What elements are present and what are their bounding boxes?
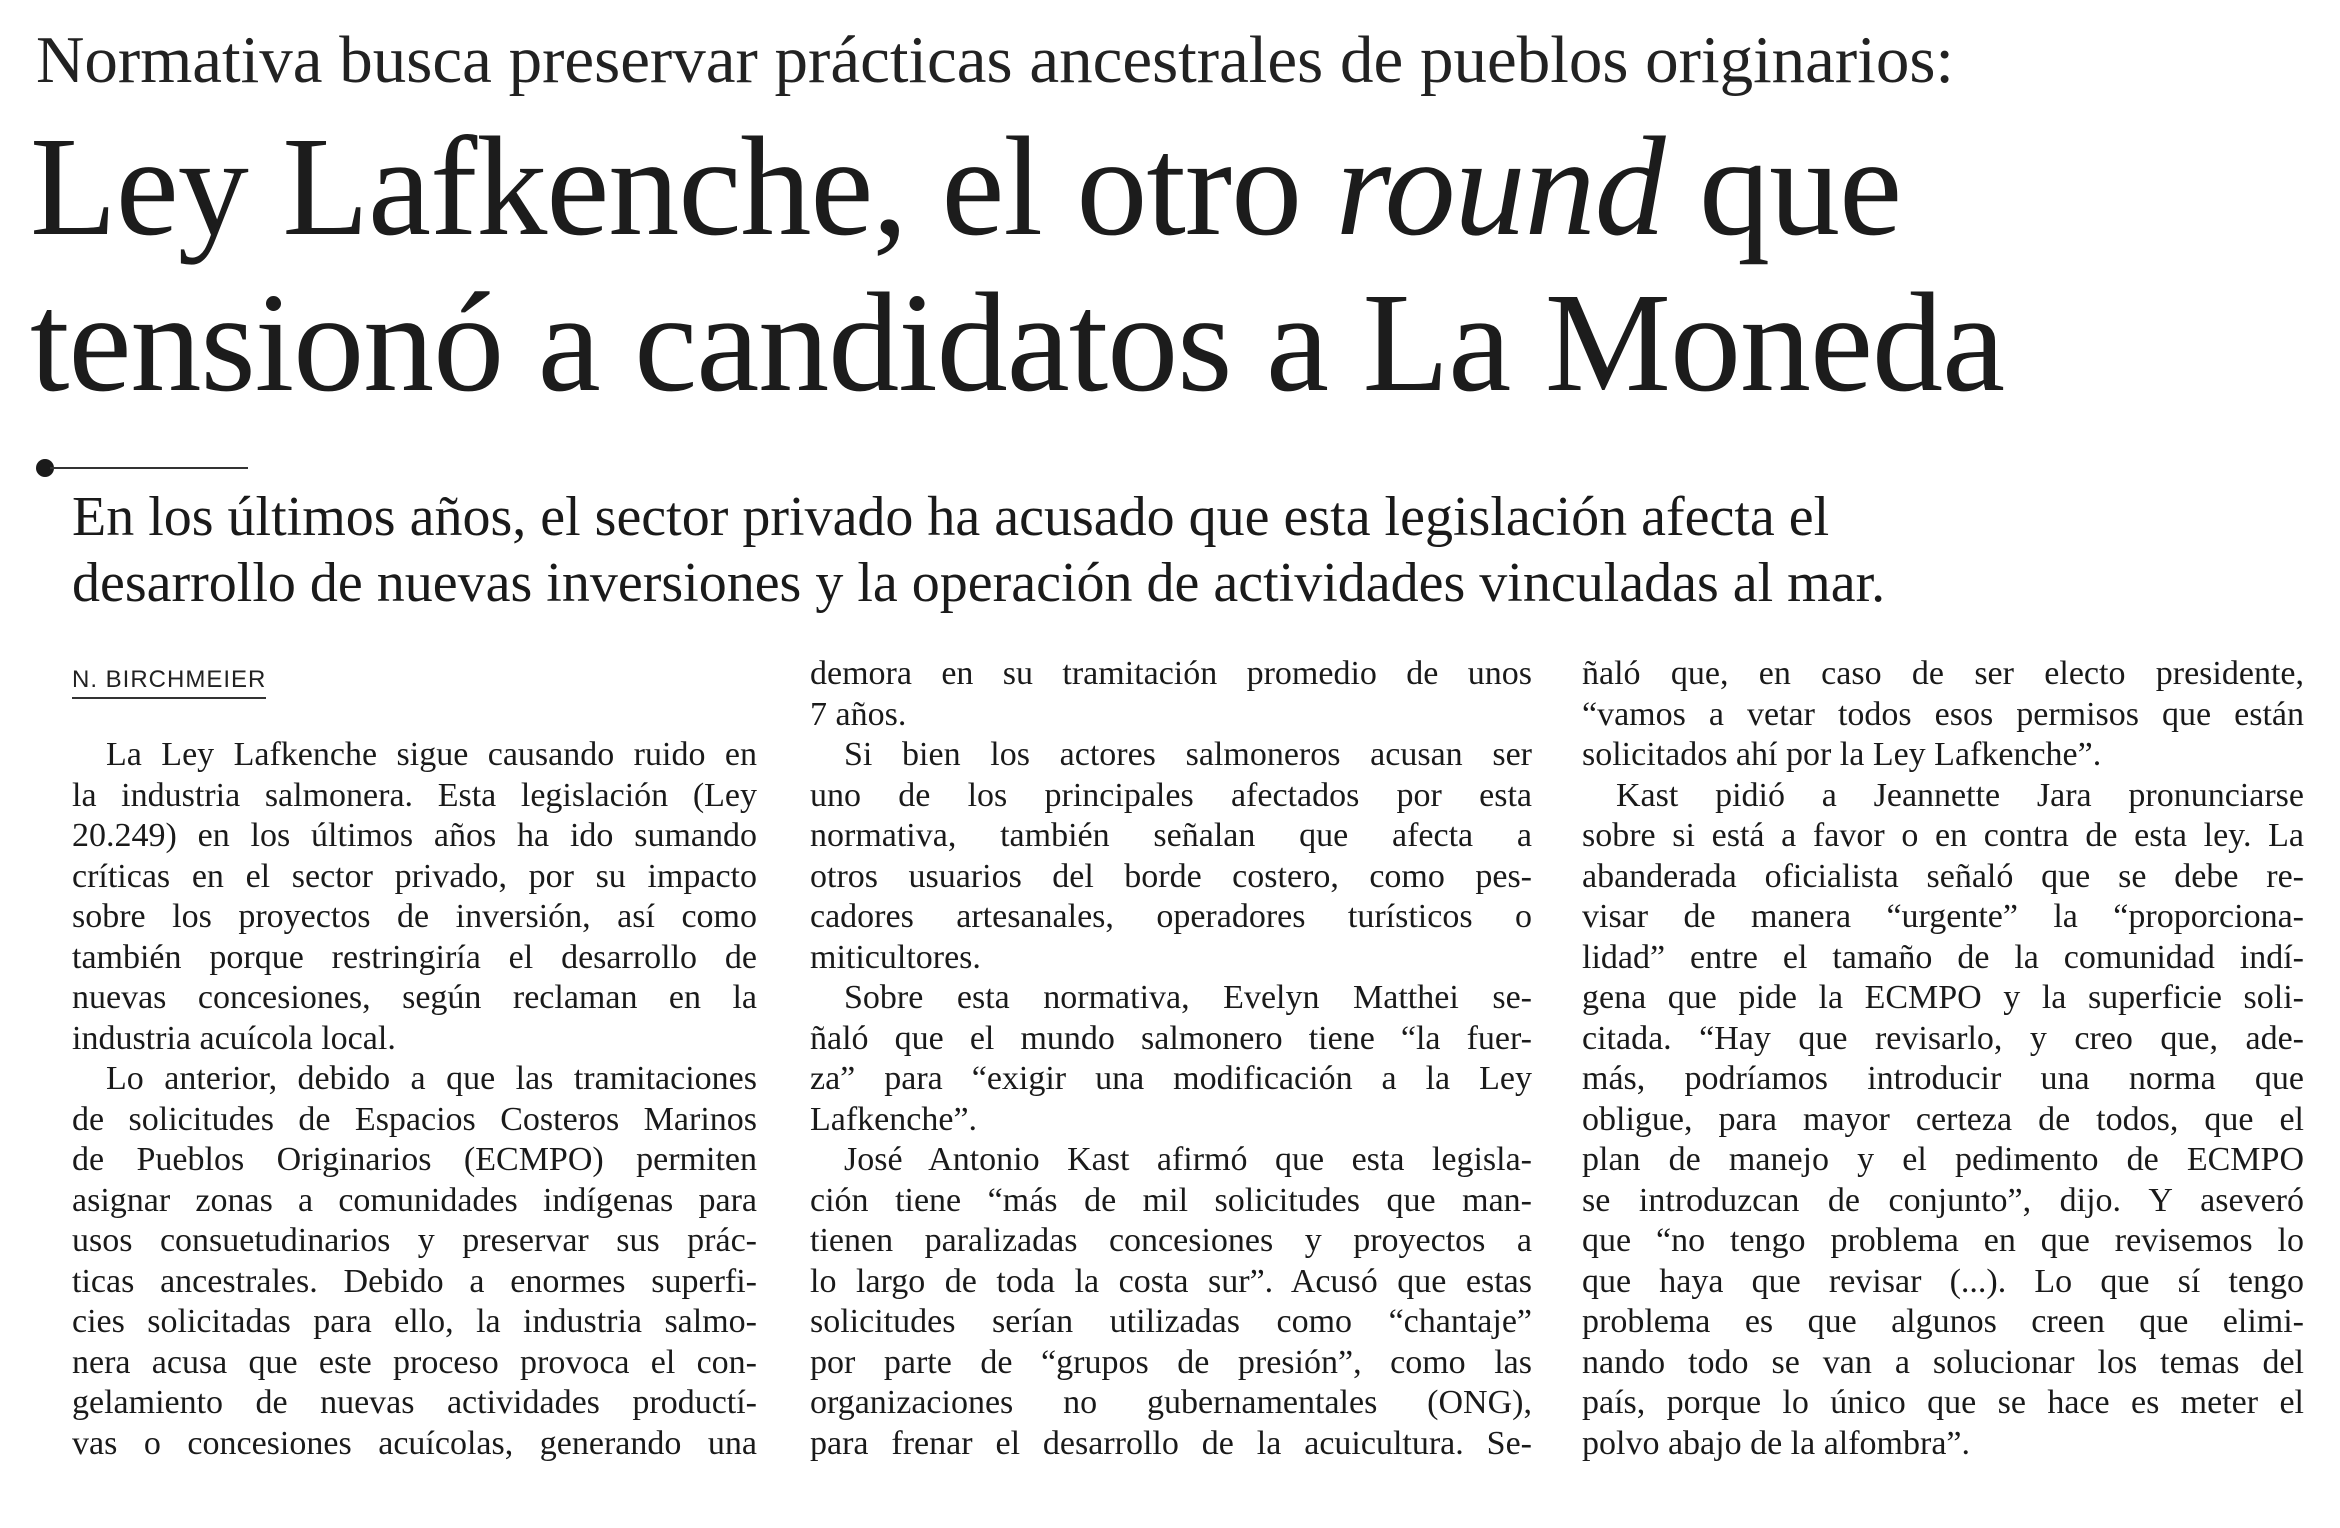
body-line: ción tiene “más de mil solicitudes que man-	[810, 1181, 1532, 1219]
body-line: abanderada oficialista señaló que se debe re-	[1582, 857, 2304, 895]
body-line: para frenar el desarrollo de la acuicultura. Se-	[810, 1424, 1532, 1462]
author-byline: N. BIRCHMEIER	[72, 666, 266, 699]
body-line: 7 años.	[810, 695, 907, 733]
body-line: que “no tengo problema en que revisemos lo	[1582, 1222, 2304, 1259]
body-line: miticultores.	[810, 938, 981, 976]
body-line: también porque restringiría el desarrollo de	[72, 938, 757, 976]
body-line: Sobre esta normativa, Evelyn Matthei se-	[844, 979, 1532, 1016]
body-line: cadores artesanales, operadores turísticos o	[810, 898, 1532, 935]
body-column-2	[810, 654, 1532, 1464]
body-line: por parte de “grupos de presión”, como las	[810, 1343, 1532, 1381]
headline-line-1-end: que	[1664, 107, 1902, 265]
body-line: cies solicitadas para ello, la industria salmo-	[72, 1303, 757, 1340]
headline-line-2: tensionó a candidatos a La Moneda	[30, 263, 2005, 421]
body-line: la industria salmonera. Esta legislación (Ley	[72, 776, 757, 814]
body-line: La Ley Lafkenche sigue causando ruido en	[106, 736, 757, 773]
deck-line: En los últimos años, el sector privado ha acusado que esta legislación afecta el	[72, 486, 1830, 548]
body-line: demora en su tramitación promedio de unos	[810, 655, 1532, 692]
body-line: obligue, para mayor certeza de todos, que el	[1582, 1100, 2304, 1138]
body-line: de solicitudes de Espacios Costeros Marinos	[72, 1100, 757, 1138]
article-kicker: Normativa busca preservar prácticas ancestrales de pueblos originarios:	[36, 23, 1955, 97]
deck-line: desarrollo de nuevas inversiones y la operación de actividades vinculadas al mar.	[72, 552, 1886, 614]
body-line: ticas ancestrales. Debido a enormes superfi-	[72, 1262, 757, 1300]
body-line: Lo anterior, debido a que las tramitaciones	[106, 1060, 757, 1097]
body-line: gelamiento de nuevas actividades productí-	[72, 1384, 757, 1421]
separator-rule	[50, 467, 248, 469]
body-line: lo largo de toda la costa sur”. Acusó que estas	[810, 1262, 1532, 1300]
body-line: José Antonio Kast afirmó que esta legisla-	[844, 1141, 1532, 1178]
body-line: za” para “exigir una modificación a la Ley	[810, 1060, 1532, 1097]
body-line: nuevas concesiones, según reclaman en la	[72, 979, 757, 1016]
body-line: “vamos a vetar todos esos permisos que están	[1582, 695, 2304, 733]
body-line: otros usuarios del borde costero, como pes-	[810, 857, 1532, 895]
body-line: uno de los principales afectados por esta	[810, 776, 1532, 814]
headline-line-1-start: Ley Lafkenche, el otro	[30, 107, 1336, 265]
body-line: plan de manejo y el pedimento de ECMPO	[1582, 1141, 2304, 1178]
body-column-1	[72, 735, 757, 1464]
body-line: que haya que revisar (...). Lo que sí tengo	[1582, 1262, 2304, 1300]
body-column-3	[1582, 654, 2304, 1464]
body-line: solicitudes serían utilizadas como “chantaje”	[810, 1303, 1532, 1340]
body-line: nando todo se van a solucionar los temas del	[1582, 1343, 2304, 1381]
body-line: ñaló que el mundo salmonero tiene “la fuer-	[810, 1019, 1532, 1057]
body-line: asignar zonas a comunidades indígenas para	[72, 1181, 757, 1219]
body-line: sobre si está a favor o en contra de esta ley. La	[1582, 817, 2304, 854]
body-line: de Pueblos Originarios (ECMPO) permiten	[72, 1141, 757, 1178]
headline-italic-word: round	[1335, 107, 1665, 265]
body-line: Lafkenche”.	[810, 1100, 978, 1138]
body-line: normativa, también señalan que afecta a	[810, 817, 1532, 854]
article-deck	[72, 484, 2312, 616]
body-line: solicitados ahí por la Ley Lafkenche”.	[1582, 736, 2102, 773]
body-line: organizaciones no gubernamentales (ONG),	[810, 1384, 1532, 1421]
body-line: vas o concesiones acuícolas, generando una	[72, 1424, 757, 1462]
body-line: nera acusa que este proceso provoca el con-	[72, 1343, 757, 1381]
body-line: citada. “Hay que revisarlo, y creo que, ade-	[1582, 1019, 2304, 1057]
article-headline	[30, 108, 2320, 420]
body-line: se introduzcan de conjunto”, dijo. Y aseveró	[1582, 1181, 2304, 1219]
body-line: país, porque lo único que se hace es meter el	[1582, 1384, 2304, 1421]
body-line: ñaló que, en caso de ser electo presidente,	[1582, 655, 2304, 692]
body-line: Si bien los actores salmoneros acusan ser	[844, 736, 1532, 773]
body-line: gena que pide la ECMPO y la superficie soli-	[1582, 979, 2304, 1016]
headline-line-1	[30, 108, 2320, 264]
body-line: Kast pidió a Jeannette Jara pronunciarse	[1616, 776, 2304, 814]
body-line: polvo abajo de la alfombra”.	[1582, 1424, 1971, 1462]
body-line: visar de manera “urgente” la “proporciona-	[1582, 898, 2304, 935]
body-line: tienen paralizadas concesiones y proyectos a	[810, 1222, 1532, 1259]
body-line: usos consuetudinarios y preservar sus prác-	[72, 1222, 757, 1259]
body-line: más, podríamos introducir una norma que	[1582, 1060, 2304, 1097]
body-line: industria acuícola local.	[72, 1019, 396, 1057]
body-line: sobre los proyectos de inversión, así como	[72, 898, 757, 935]
body-line: lidad” entre el tamaño de la comunidad indí-	[1582, 938, 2304, 976]
body-line: críticas en el sector privado, por su impacto	[72, 857, 757, 895]
body-line: problema es que algunos creen que elimi-	[1582, 1303, 2304, 1340]
body-line: 20.249) en los últimos años ha ido sumando	[72, 817, 757, 854]
